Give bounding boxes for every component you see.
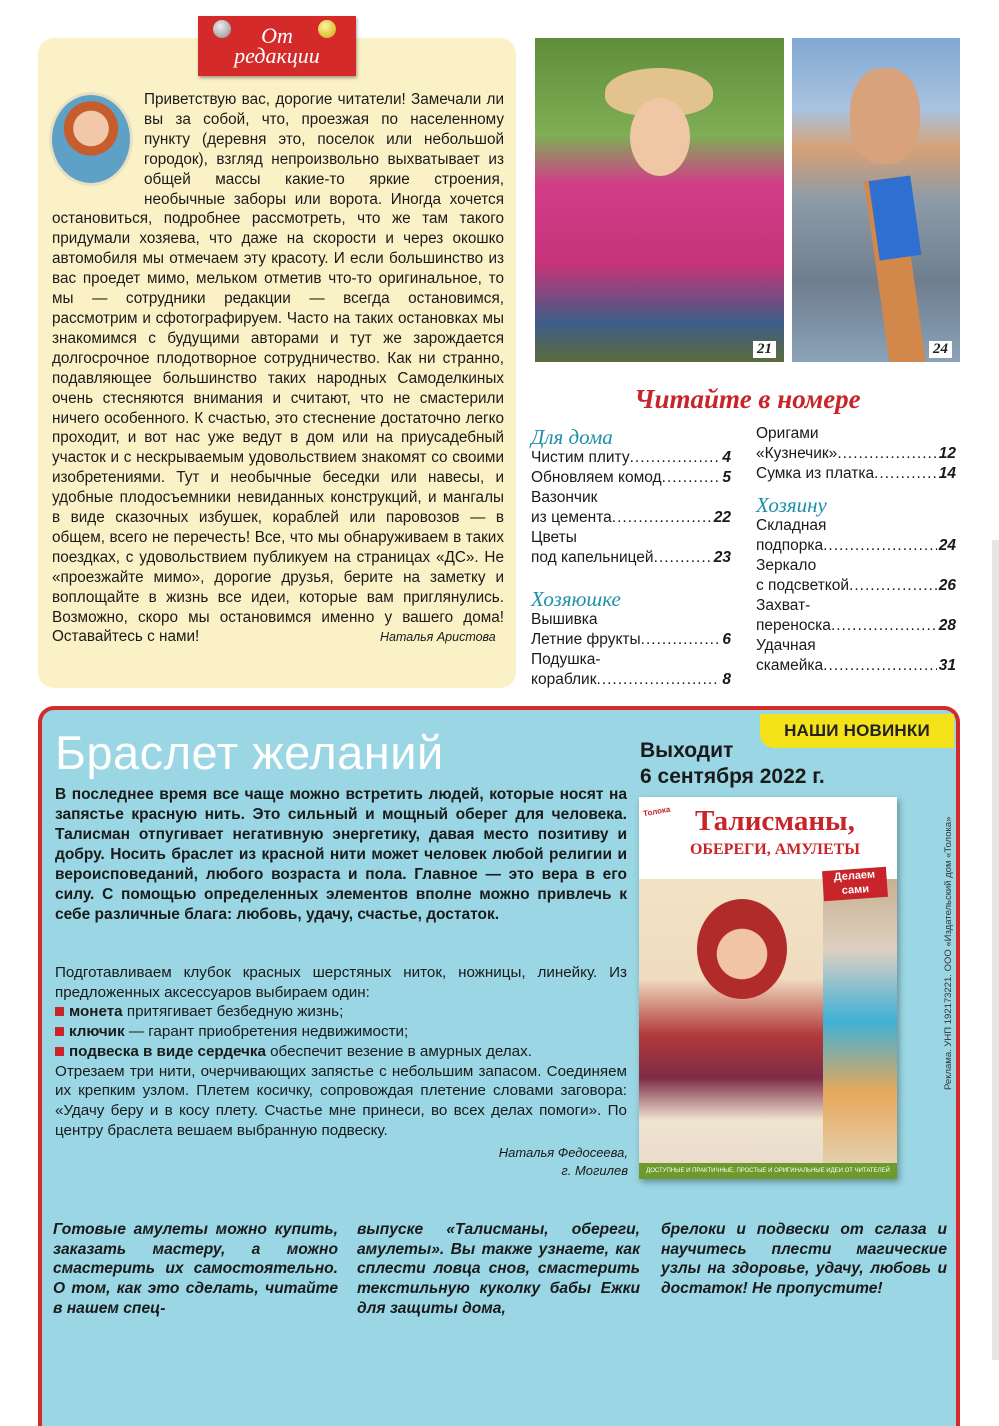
list-item: монета притягивает безбедную жизнь; (55, 1002, 627, 1022)
list-item: ключик — гарант приобретения недвижимости; (55, 1022, 627, 1042)
ad-note: Реклама. УНП 192173221. ООО «Издательский дом «Толока» (943, 816, 954, 1090)
pin-icon (213, 20, 231, 38)
contents-item[interactable]: «Кузнечик» ..... 12 (756, 444, 956, 464)
promo-column: выпуске «Талисманы, обереги, амулеты». Вы также узнаете, как сплести ловца снов, смастерить текстильную куколку бабы Ежки для защиты дома, (357, 1221, 640, 1317)
contents-item-line: Зеркало (756, 557, 817, 574)
cover-image (639, 879, 897, 1163)
contents-item-line: Вазончик (531, 489, 598, 506)
contents-title: Читайте в номере (634, 384, 861, 414)
page-edge (992, 540, 999, 1360)
magazine-cover[interactable] (639, 797, 897, 1179)
contents-item[interactable]: Летние фрукты ..... 6 (531, 630, 731, 650)
news-tab: НАШИ НОВИНКИ (760, 714, 954, 748)
pin-icon (318, 20, 336, 38)
contents-item-line: Складная (756, 517, 827, 534)
contents-section: Для дома (531, 425, 613, 449)
contents-item[interactable]: подпорка ..... 24 (756, 536, 956, 556)
promo-column: брелоки и подвески от сглаза и научитесь плести магические узлы на здоровье, удачу, любовь и достаток! Не пропустите! (661, 1221, 947, 1298)
editorial-text: Приветствую вас, дорогие читатели! Замечали ли вы за собой, что, проезжая по населенному пункту (деревня это, поселок или небольшой городок), взгляд непроизвольно выхватывает из общей массы какие-то яркие строения, необычные заборы или ворота. Иногда хочется остановиться, подробнее рассмотреть, что же там такого придумали хозяева, что даже на скорости и через окошко автомобиля мы отмечаем эту красоту. И если большинство из вас проедет мимо, мельком отметив что-то оригинальное, то мы — сотрудники редакции — всегда остановимся, рассмотрим и сфотографируем. Часто на таких остановках мы знакомимся с будущими авторами и тут же зарождается долгосрочное плодотворное сотрудничество. Как ни странно, подавляющее большинство таких народных Самоделкиных очень стесняются внимания и считают, что не смастерили ничего особенного. К счастью, это стеснение достаточно легко проходит, и вот нас уже ведут в дом или на приусадебный участок и с нескрываемым удовольствием знакомят со своими изобретениями. Тут и необычные беседки или навесы, и удобные плодосъемники невиданных конструкций, и мангалы в виде сказочных избушек, кораблей или паровозов — в общем, всего не перечесть! Все, что мы обнаруживаем в таких поездках, с удовольствием публикуем на страницах «ДС». Не «проезжайте мимо», дорогие друзья, берите на заметку и воплощайте в жизнь все идеи, которые вам приглянулись. Возможно, скоро мы остановимся именно у вашего дома! Оставайтесь с нами! (52, 91, 504, 646)
contents-item-line: Оригами (756, 425, 819, 442)
contents-item-line: Подушка- (531, 651, 601, 668)
promo-column: Готовые амулеты можно купить, заказать мастеру, а можно смастерить их самостоятельно. О том, как это сделать, читайте в нашем спец- (53, 1221, 338, 1317)
editorial-text-block (52, 90, 504, 647)
editorial-badge-line1: От (261, 23, 293, 48)
cover-badge: Делаем сами (822, 867, 888, 901)
contents-item-line: Захват- (756, 597, 811, 614)
contents-item[interactable]: под капельницей ..... 23 (531, 548, 731, 568)
contents-item[interactable]: с подсветкой ..... 26 (756, 576, 956, 596)
article-title: Браслет желаний (55, 726, 444, 779)
editorial-badge-line2: редакции (234, 43, 320, 68)
contents-item[interactable]: Чистим плиту ..... 4 (531, 448, 731, 468)
contents-item[interactable]: кораблик ..... 8 (531, 670, 731, 690)
list-item: подвеска в виде сердечка обеспечит везение в амурных делах. (55, 1042, 627, 1062)
contents-item[interactable]: скамейка ..... 31 (756, 656, 956, 676)
contents-item-line: Вышивка (531, 611, 598, 628)
cover-brand: Толока (642, 804, 671, 819)
editorial-signature: Наталья Аристова (380, 630, 496, 644)
cover-title: Талисманы, (695, 805, 855, 837)
contents-item[interactable]: Сумка из платка ..... 14 (756, 464, 956, 484)
contents-item[interactable]: переноска ..... 28 (756, 616, 956, 636)
contents-item[interactable]: из цемента ..... 22 (531, 508, 731, 528)
photo-page-number: 21 (753, 341, 776, 358)
contents-section: Хозяюшке (531, 587, 621, 611)
photo-man-with-tool (792, 38, 960, 362)
contents-section: Хозяину (756, 493, 827, 517)
contents-column-1 (531, 424, 731, 690)
contents-item-line: Удачная (756, 637, 816, 654)
article-signature: Наталья Федосеева, г. Могилев (498, 1145, 628, 1178)
contents-column-2 (756, 424, 956, 676)
cover-subtitle: ОБЕРЕГИ, АМУЛЕТЫ (689, 841, 861, 858)
cover-footer: ДОСТУПНЫЕ И ПРАКТИЧНЫЕ, ПРОСТЫЕ И ОРИГИНАЛЬНЫЕ ИДЕИ ОТ ЧИТАТЕЛЕЙ (639, 1163, 897, 1179)
contents-item-line: Цветы (531, 529, 577, 546)
contents-item[interactable]: Обновляем комод ..... 5 (531, 468, 731, 488)
photo-knitted-vest (535, 38, 784, 362)
article-body: Подготавливаем клубок красных шерстяных ниток, ножницы, линейку. Из предложенных аксессуаров выбираем один: монета притягивает безбедную жизнь; ключик — гарант приобретения недвижимости; подвеска в виде сердечка обеспечит везение в амурных делах. Отрезаем три нити, очерчивающих запястье с небольшим запасом. Соединяем их крепким узлом. Плетем косичку, сопровождая плетение словами заговора: «Удачу беру и в косу плету. Счастье мне принеси, во всех делах помоги». По центру браслета вешаем выбранную подвеску. (55, 964, 627, 1139)
photo-page-number: 24 (929, 341, 952, 358)
release-date: Выходит 6 сентября 2022 г. (640, 739, 825, 788)
article-intro: В последнее время все чаще можно встретить людей, которые носят на запястье красную нить. Это сильный и мощный оберег для человека. Талисман отпугивает негативную энергетику, давая место позитиву и добру. Носить браслет из красной нити может человек любой религии и вероисповеданий, любого возраста и пола. Главное — это вера в его силу. С помощью определенных элементов вполне можно привлечь к себе различные блага: любовь, удачу, счастье, достаток. (55, 786, 627, 923)
